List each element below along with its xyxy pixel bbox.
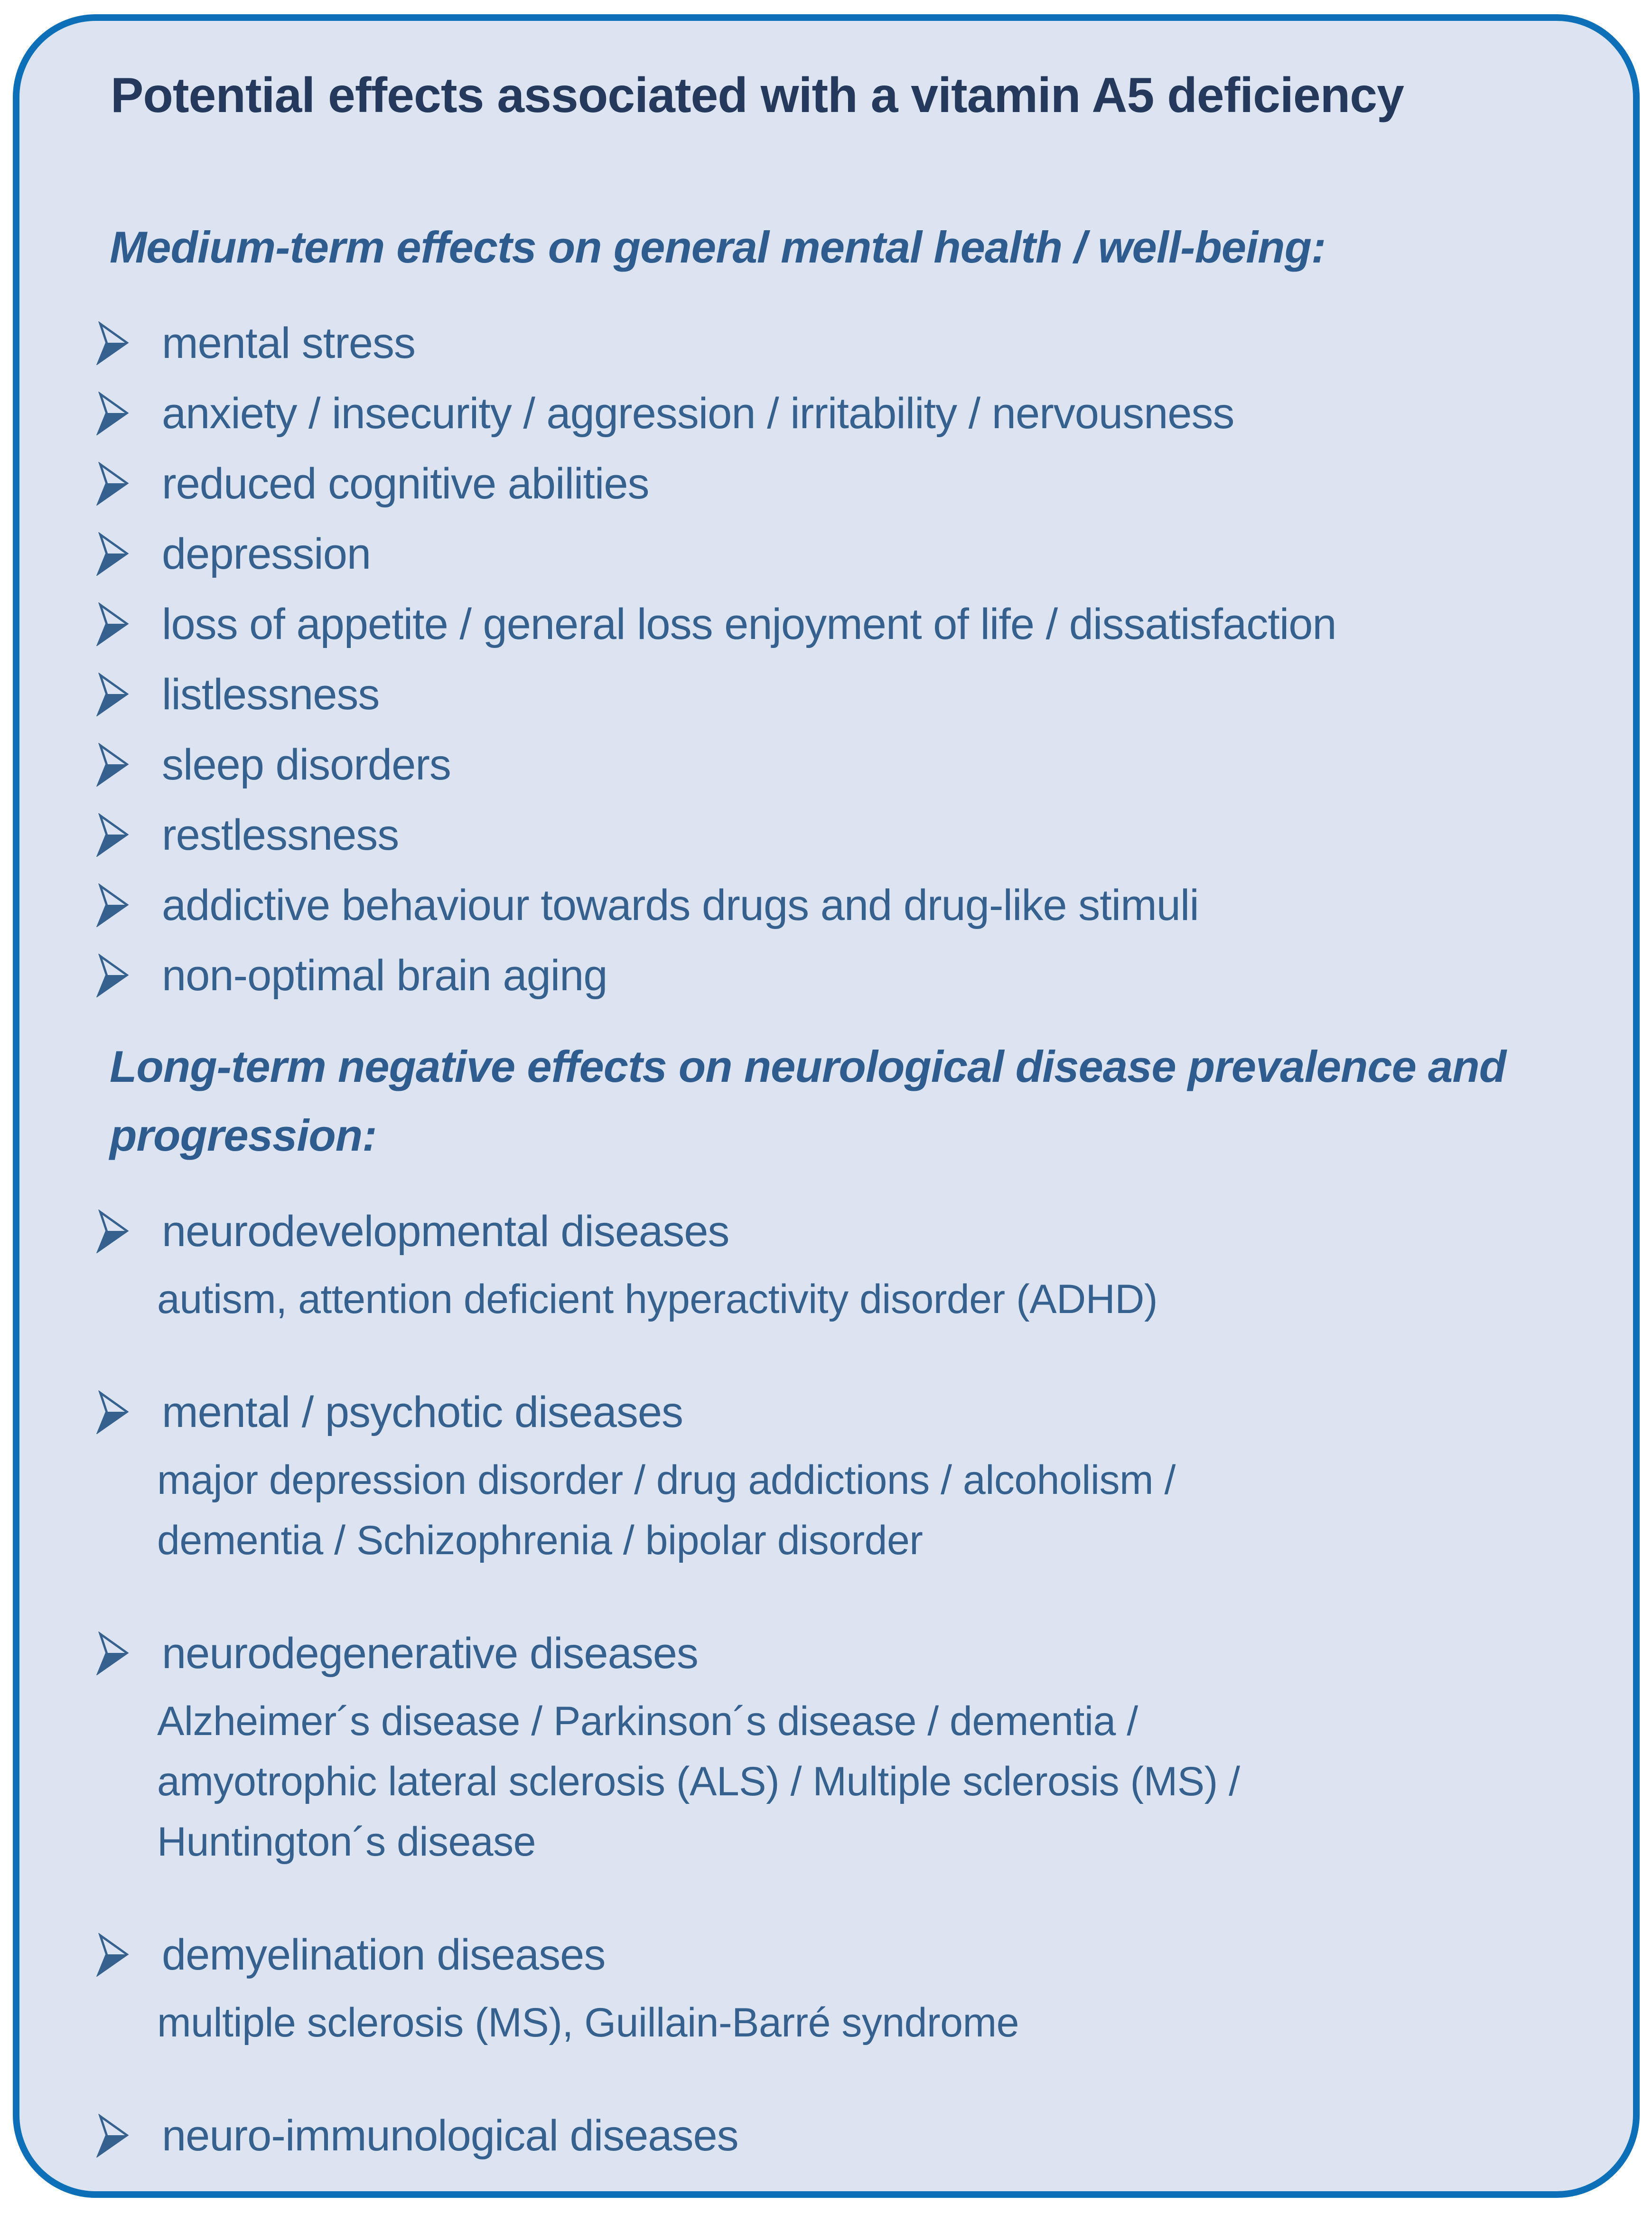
disease-group-neuro-immunological [91, 2101, 1586, 2171]
list-item-label: non-optimal brain aging [162, 951, 607, 1000]
list-item-label: mental / psychotic diseases [162, 1388, 683, 1437]
detail-line: amyotrophic lateral sclerosis (ALS) / Multiple sclerosis (MS) / [157, 1759, 1240, 1805]
info-box [13, 14, 1640, 2198]
list-item-label: demyelination diseases [162, 1931, 606, 1979]
list-item-label: neurodegenerative diseases [162, 1629, 698, 1678]
detail-line: multiple sclerosis (MS), Guillain-Barré syndrome [157, 2000, 1019, 2046]
arrowhead-bullet-icon [91, 519, 162, 576]
list-item [91, 378, 1586, 449]
list-item-label: addictive behaviour towards drugs and drug-like stimuli [162, 881, 1199, 929]
arrowhead-bullet-icon [91, 378, 162, 435]
section-heading-medium-term: Medium-term effects on general mental health / well-being: [110, 222, 1326, 272]
list-item-label: anxiety / insecurity / aggression / irritability / nervousness [162, 389, 1234, 438]
detail-line: major depression disorder / drug addictions / alcoholism / [157, 1457, 1176, 1503]
arrowhead-bullet-icon [91, 870, 162, 927]
figure-title: Potential effects associated with a vitamin A5 deficiency [111, 68, 1404, 123]
arrowhead-bullet-icon [91, 308, 162, 365]
list-item [91, 800, 1586, 870]
list-item-label: restlessness [162, 810, 399, 859]
detail-line: Alzheimer´s disease / Parkinson´s disease / dementia / [157, 1698, 1138, 1745]
detail-lines [157, 1450, 1586, 1571]
disease-group-demyelination [91, 1920, 1586, 2053]
list-item-label: neuro-immunological diseases [162, 2111, 738, 2160]
arrowhead-bullet-icon [91, 1196, 162, 1253]
detail-lines [157, 1691, 1586, 1872]
list-item [91, 1377, 1586, 1447]
list-item [91, 730, 1586, 800]
list-item [91, 589, 1586, 659]
list-item [91, 308, 1586, 378]
arrowhead-bullet-icon [91, 800, 162, 857]
list-item [91, 1196, 1586, 1266]
arrowhead-bullet-icon [91, 449, 162, 506]
detail-line: Huntington´s disease [157, 1819, 536, 1865]
list-item [91, 940, 1586, 1011]
section-heading-long-term: Long-term negative effects on neurological disease prevalence and progression: [110, 1041, 1506, 1161]
arrowhead-bullet-icon [91, 1618, 162, 1675]
arrowhead-bullet-icon [91, 730, 162, 787]
arrowhead-bullet-icon [91, 659, 162, 716]
detail-lines [157, 1993, 1586, 2053]
arrowhead-bullet-icon [91, 2101, 162, 2158]
arrowhead-bullet-icon [91, 940, 162, 997]
list-item [91, 2101, 1586, 2171]
list-item-label: depression [162, 529, 371, 578]
list-item-label: neurodevelopmental diseases [162, 1207, 729, 1256]
arrowhead-bullet-icon [91, 1377, 162, 1434]
list-item [91, 870, 1586, 940]
medium-term-list [91, 308, 1586, 1011]
list-item-label: mental stress [162, 319, 416, 367]
list-item-label: reduced cognitive abilities [162, 459, 649, 508]
detail-lines [157, 1269, 1586, 1330]
arrowhead-bullet-icon [91, 1920, 162, 1977]
list-item [91, 1618, 1586, 1689]
list-item [91, 1920, 1586, 1990]
list-item-label: listlessness [162, 670, 380, 719]
disease-group-mental-psychotic [91, 1377, 1586, 1571]
list-item-label: sleep disorders [162, 740, 451, 789]
list-item [91, 519, 1586, 589]
disease-group-neurodevelopmental [91, 1196, 1586, 1330]
detail-line: dementia / Schizophrenia / bipolar disorder [157, 1518, 923, 1564]
list-item [91, 659, 1586, 730]
arrowhead-bullet-icon [91, 589, 162, 646]
long-term-list [91, 1196, 1586, 2171]
list-item [91, 449, 1586, 519]
disease-group-neurodegenerative [91, 1618, 1586, 1872]
detail-line: autism, attention deficient hyperactivity disorder (ADHD) [157, 1276, 1158, 1323]
list-item-label: loss of appetite / general loss enjoyment of life / dissatisfaction [162, 600, 1336, 648]
